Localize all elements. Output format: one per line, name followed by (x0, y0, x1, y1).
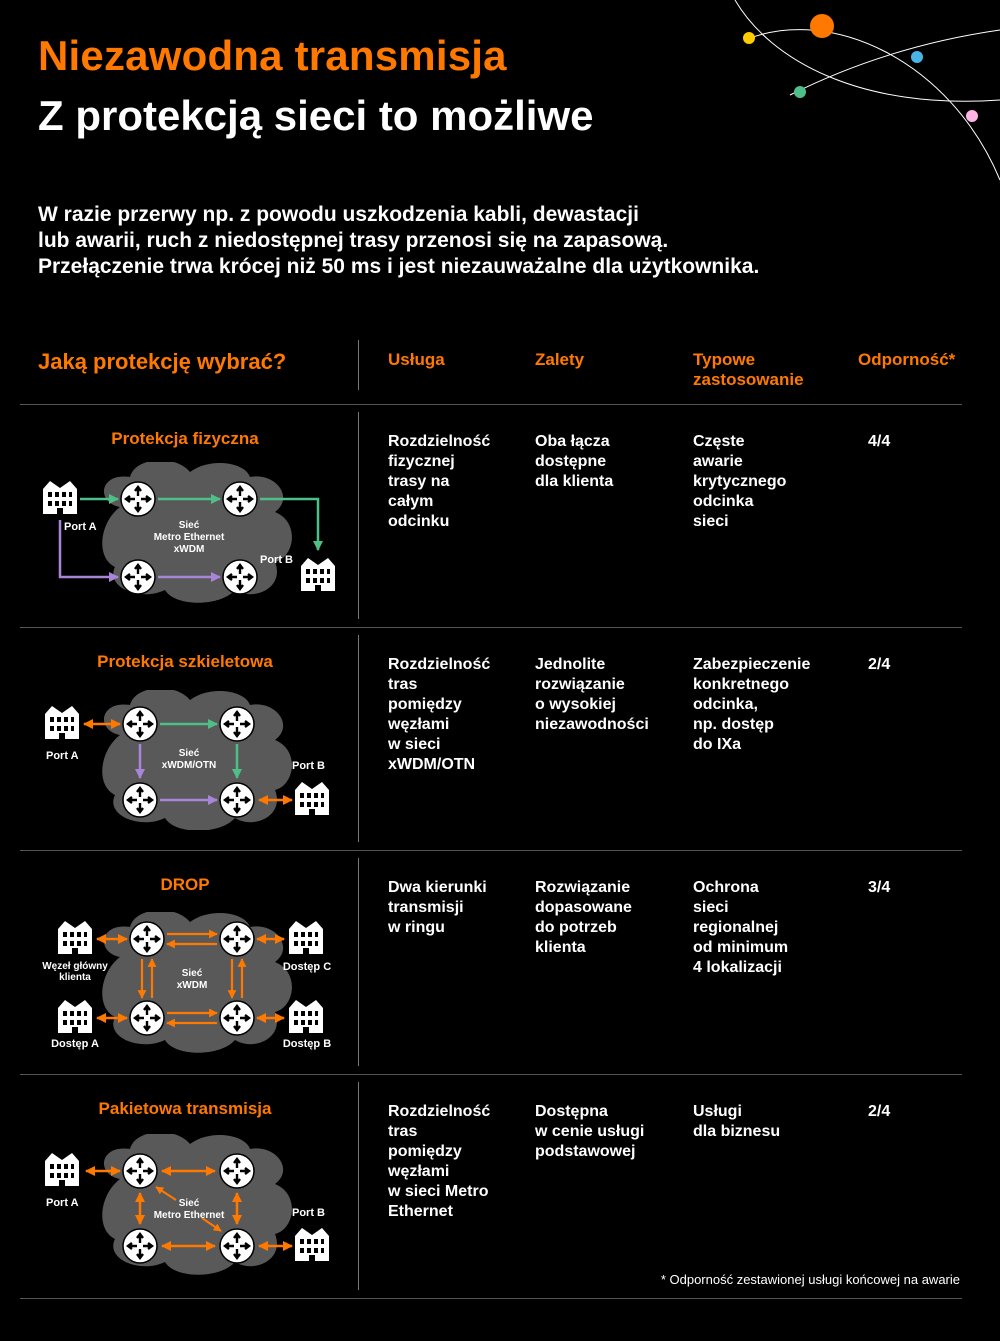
blue-dot-icon (911, 51, 923, 63)
text-line: klienta (535, 939, 586, 956)
port-b-label: Port B (260, 554, 293, 566)
port-a-label: Port A (46, 750, 79, 762)
header-typical-use-line: zastosowanie (693, 370, 804, 389)
text-line: regionalnej (693, 919, 779, 936)
router-icon (220, 1001, 254, 1035)
header-typical-use (693, 350, 804, 390)
row-1-typical-use (693, 432, 786, 532)
header-resilience: Odporność* (858, 350, 956, 369)
access-b-label: Dostęp B (282, 1038, 332, 1050)
text-line: w sieci (388, 736, 441, 753)
router-icon (130, 922, 164, 956)
building-icon (289, 1000, 323, 1033)
text-line: trasy na (388, 473, 450, 490)
router-icon (123, 707, 157, 741)
footnote: * Odporność zestawionej usługi końcowej na awarie (660, 1272, 960, 1287)
page-subtitle: Z protekcją sieci to możliwe (38, 92, 594, 139)
text-line: Oba łącza (535, 433, 610, 450)
network-label: Metro Ethernet (153, 1210, 225, 1221)
text-line: w cenie usługi (535, 1123, 645, 1140)
network-label: xWDM/OTN (161, 760, 217, 771)
text-line: Rozdzielność (388, 656, 491, 673)
row-4-advantages (535, 1102, 644, 1162)
column-divider (358, 635, 359, 842)
access-c-label: Dostęp C (282, 961, 332, 973)
text-line: Częste (693, 433, 745, 450)
building-icon (295, 782, 329, 815)
green-dot-icon (794, 86, 806, 98)
router-icon (223, 560, 257, 594)
physical-protection-diagram (30, 462, 350, 612)
building-icon (58, 1000, 92, 1033)
intro-line-3: Przełączenie trwa krócej niż 50 ms i jest niezauważalne dla użytkownika. (38, 255, 760, 278)
router-icon (123, 1229, 157, 1263)
text-line: np. dostęp (693, 716, 774, 733)
router-icon (223, 482, 257, 516)
drop-diagram (30, 912, 350, 1057)
building-icon (45, 706, 79, 739)
router-icon (220, 707, 254, 741)
backbone-protection-diagram (30, 690, 350, 830)
header-service: Usługa (388, 350, 445, 369)
row-1-service (388, 432, 490, 532)
row-4-resilience: 2/4 (868, 1103, 891, 1120)
network-label: Metro Ethernet (153, 532, 225, 543)
row-4-typical-use (693, 1102, 780, 1142)
text-line: niezawodności (535, 716, 649, 733)
text-line: sieci (693, 899, 729, 916)
row-divider (20, 404, 962, 405)
text-line: Dwa kierunki (388, 879, 487, 896)
text-line: dla klienta (535, 473, 614, 490)
building-icon (45, 1153, 79, 1186)
router-icon (220, 1154, 254, 1188)
text-line: pomiędzy (388, 1143, 462, 1160)
intro-line-1: W razie przerwy np. z powodu uszkodzenia kabli, dewastacji (38, 203, 639, 226)
yellow-dot-icon (743, 32, 755, 44)
main-node-label: klienta (59, 972, 91, 983)
text-line: 4 lokalizacji (693, 959, 782, 976)
building-icon (289, 921, 323, 954)
port-b-label: Port B (292, 760, 325, 772)
router-icon (220, 783, 254, 817)
text-line: Rozwiązanie (535, 879, 631, 896)
row-2-resilience: 2/4 (868, 656, 891, 673)
text-line: Ochrona (693, 879, 759, 896)
text-line: odcinka, (693, 696, 758, 713)
text-line: xWDM/OTN (388, 756, 476, 773)
text-line: rozwiązanie (535, 676, 625, 693)
text-line: tras (388, 1123, 418, 1140)
text-line: dostępne (535, 453, 607, 470)
page-title: Niezawodna transmisja (38, 32, 507, 79)
packet-transmission-diagram (30, 1134, 350, 1279)
row-divider (20, 850, 962, 851)
row-divider (20, 1074, 962, 1075)
row-3-typical-use (693, 878, 788, 978)
building-icon (295, 1228, 329, 1261)
text-line: sieci (693, 513, 729, 530)
row-2-typical-use (693, 655, 810, 755)
text-line: o wysokiej (535, 696, 616, 713)
text-line: Jednolite (535, 656, 606, 673)
table-question: Jaką protekcję wybrać? (38, 349, 287, 374)
text-line: Zabezpieczenie (693, 656, 811, 673)
text-line: krytycznego (693, 473, 787, 490)
row-3-advantages (535, 878, 632, 958)
text-line: odcinka (693, 493, 754, 510)
port-a-label: Port A (46, 1197, 79, 1209)
row-1-resilience: 4/4 (868, 433, 891, 450)
intro-line-2: lub awarii, ruch z niedostępnej trasy przenosi się na zapasową. (38, 229, 669, 252)
text-line: odcinku (388, 513, 450, 530)
router-icon (220, 1229, 254, 1263)
text-line: Usługi (693, 1103, 742, 1120)
router-icon (130, 1001, 164, 1035)
text-line: całym (388, 493, 434, 510)
network-label: Sieć (178, 748, 200, 759)
pink-dot-icon (966, 110, 978, 122)
access-a-label: Dostęp A (51, 1038, 99, 1050)
row-4-service (388, 1102, 490, 1222)
row-divider (20, 627, 962, 628)
row-3-title: DROP (160, 875, 210, 894)
text-line: konkretnego (693, 676, 790, 693)
column-divider (358, 858, 359, 1066)
text-line: w sieci Metro (388, 1183, 489, 1200)
text-line: w ringu (388, 919, 445, 936)
text-line: od minimum (693, 939, 789, 956)
text-line: dopasowane (535, 899, 632, 916)
text-line: awarie (693, 453, 743, 470)
building-icon (301, 558, 335, 591)
column-divider (358, 1082, 359, 1290)
row-3-service (388, 878, 487, 938)
router-icon (123, 1154, 157, 1188)
text-line: do IXa (693, 736, 742, 753)
text-line: Ethernet (388, 1203, 453, 1220)
text-line: Rozdzielność (388, 1103, 491, 1120)
text-line: podstawowej (535, 1143, 636, 1160)
row-4-title: Pakietowa transmisja (98, 1099, 272, 1118)
row-3-resilience: 3/4 (868, 879, 891, 896)
orange-dot-icon (810, 14, 834, 38)
text-line: węzłami (388, 1163, 450, 1180)
text-line: fizycznej (388, 453, 455, 470)
router-icon (220, 922, 254, 956)
row-divider (20, 1298, 962, 1299)
port-a-label: Port A (64, 521, 97, 533)
text-line: pomiędzy (388, 696, 462, 713)
text-line: Rozdzielność (388, 433, 491, 450)
column-divider (358, 412, 359, 619)
port-b-label: Port B (292, 1207, 325, 1219)
row-1-title: Protekcja fizyczna (111, 429, 259, 448)
router-icon (121, 482, 155, 516)
row-2-service (388, 655, 490, 775)
text-line: węzłami (388, 716, 450, 733)
network-label: Sieć (178, 1198, 200, 1209)
network-label: xWDM (176, 980, 208, 991)
router-icon (121, 560, 155, 594)
router-icon (123, 783, 157, 817)
header-typical-use-line: Typowe (693, 350, 756, 369)
header-advantages: Zalety (535, 350, 585, 369)
text-line: tras (388, 676, 418, 693)
column-divider (358, 340, 359, 390)
text-line: dla biznesu (693, 1123, 781, 1140)
text-line: transmisji (388, 899, 464, 916)
network-label: xWDM (173, 544, 205, 555)
building-icon (58, 921, 92, 954)
text-line: Dostępna (535, 1103, 608, 1120)
row-2-title: Protekcja szkieletowa (97, 652, 273, 671)
row-1-advantages (535, 432, 613, 492)
main-node-label: Węzeł główny (42, 961, 108, 972)
text-line: do potrzeb (535, 919, 617, 936)
network-label: Sieć (178, 520, 200, 531)
building-icon (43, 481, 77, 514)
row-2-advantages (535, 655, 649, 735)
network-label: Sieć (181, 968, 203, 979)
